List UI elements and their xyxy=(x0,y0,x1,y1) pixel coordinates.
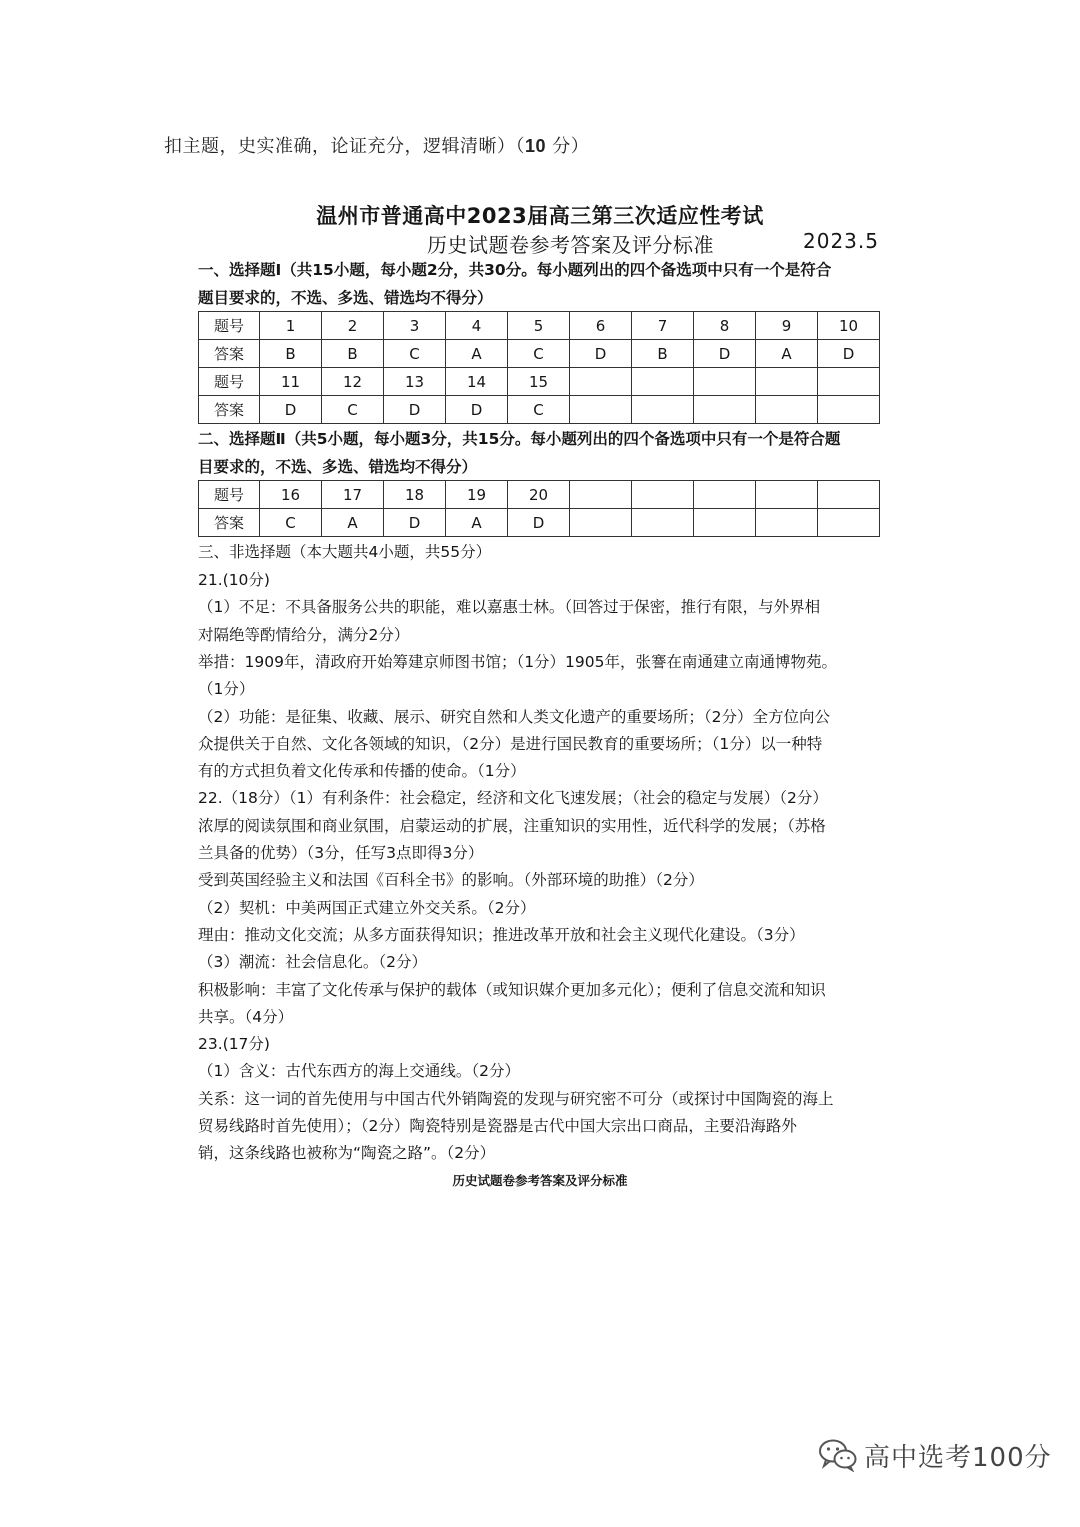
table-cell: D xyxy=(570,340,632,368)
table-cell xyxy=(570,368,632,396)
answer-line: 浓厚的阅读氛围和商业氛围，启蒙运动的扩展，注重知识的实用性，近代科学的发展；（苏格 xyxy=(198,816,826,835)
table-cell: B xyxy=(632,340,694,368)
table-cell xyxy=(694,368,756,396)
answer-line: 举措：1909年，清政府开始筹建京师图书馆；（1分）1905年，张謇在南通建立南通博物苑。 xyxy=(198,652,838,671)
answer-line: 贸易线路时首先使用）；（2分）陶瓷特别是瓷器是古代中国大宗出口商品，主要沿海路外 xyxy=(198,1117,797,1135)
table-cell: 1 xyxy=(260,312,322,340)
answer-line: 23.(17分) xyxy=(198,1035,270,1054)
row-header-cell: 答案 xyxy=(199,509,260,537)
carryover-points: 10 xyxy=(525,136,547,156)
table-cell xyxy=(570,481,632,509)
table-cell: D xyxy=(818,340,880,368)
answer-line: （3）潮流：社会信息化。（2分） xyxy=(198,953,427,972)
table-cell: C xyxy=(260,509,322,537)
answer-line: （1分） xyxy=(198,680,255,699)
table-cell: D xyxy=(694,340,756,368)
table-cell: 10 xyxy=(818,312,880,340)
table-cell: A xyxy=(756,340,818,368)
table-cell: 17 xyxy=(322,481,384,509)
answer-line: 众提供关于自然、文化各领域的知识，（2分）是进行国民教育的重要场所；（1分）以一种特 xyxy=(198,734,823,753)
table-cell: 14 xyxy=(446,368,508,396)
table-cell xyxy=(818,368,880,396)
table-cell xyxy=(694,481,756,509)
table-cell xyxy=(632,481,694,509)
table-cell xyxy=(756,509,818,537)
table-row xyxy=(199,509,880,537)
answer-table-2 xyxy=(198,480,880,537)
page-footer: 历史试题卷参考答案及评分标准 xyxy=(452,1173,628,1188)
table-cell: D xyxy=(384,509,446,537)
answer-line: 积极影响：丰富了文化传承与保护的载体（或知识媒介更加多元化）；便利了信息交流和知识 xyxy=(198,980,826,999)
section1-heading-2: 题目要求的，不选、多选、错选均不得分） xyxy=(198,289,493,307)
table-cell xyxy=(756,368,818,396)
table-cell xyxy=(632,368,694,396)
table-cell xyxy=(694,509,756,537)
carryover-line: 扣主题，史实准确，论证充分，逻辑清晰）（10 分） xyxy=(164,136,590,157)
answer-line: （1）不足：不具备服务公共的职能，难以嘉惠士林。（回答过于保密，推行有限，与外界相 xyxy=(198,598,821,617)
row-header-cell: 答案 xyxy=(199,340,260,368)
table-cell: C xyxy=(384,340,446,368)
table-cell: D xyxy=(508,509,570,537)
table-cell: B xyxy=(322,340,384,368)
answer-line: 关系：这一词的首先使用与中国古代外销陶瓷的发现与研究密不可分（或探讨中国陶瓷的海上 xyxy=(198,1089,834,1108)
row-header-cell: 题号 xyxy=(199,312,260,340)
exam-subtitle: 历史试题卷参考答案及评分标准 xyxy=(427,233,714,257)
answer-line: 22.（18分）（1）有利条件：社会稳定，经济和文化飞速发展；（社会的稳定与发展）（2分） xyxy=(198,789,828,808)
table-cell xyxy=(570,396,632,424)
answer-table-1 xyxy=(198,311,880,424)
answer-line: （2）契机：中美两国正式建立外交关系。（2分） xyxy=(198,898,536,917)
table-cell: D xyxy=(446,396,508,424)
table-cell: 20 xyxy=(508,481,570,509)
table-cell: A xyxy=(446,509,508,537)
table-cell: 8 xyxy=(694,312,756,340)
table-cell: 3 xyxy=(384,312,446,340)
table-cell: C xyxy=(322,396,384,424)
table-row xyxy=(199,396,880,424)
row-header-cell: 题号 xyxy=(199,368,260,396)
table-cell: 13 xyxy=(384,368,446,396)
table-cell: 7 xyxy=(632,312,694,340)
answer-line: 共享。（4分） xyxy=(198,1007,294,1026)
table-cell: 2 xyxy=(322,312,384,340)
table-row xyxy=(199,368,880,396)
table-cell: 12 xyxy=(322,368,384,396)
table-cell xyxy=(818,509,880,537)
table-cell: 9 xyxy=(756,312,818,340)
wechat-icon xyxy=(818,1438,858,1472)
answer-line: （2）功能：是征集、收藏、展示、研究自然和人类文化遗产的重要场所；（2分）全方位向公 xyxy=(198,707,830,726)
table-row xyxy=(199,312,880,340)
table-cell: 4 xyxy=(446,312,508,340)
watermark xyxy=(818,1435,1052,1475)
table-row xyxy=(199,481,880,509)
answer-line: 兰具备的优势）（3分，任写3点即得3分） xyxy=(198,844,484,862)
table-cell xyxy=(632,396,694,424)
answer-line: 销，这条线路也被称为“陶瓷之路”。（2分） xyxy=(198,1144,496,1163)
table-cell xyxy=(570,509,632,537)
section1-heading-1: 一、选择题Ⅰ（共15小题，每小题2分，共30分。每小题列出的四个备选项中只有一个是符合 xyxy=(198,261,832,279)
section2-heading-1: 二、选择题Ⅱ（共5小题，每小题3分，共15分。每小题列出的四个备选项中只有一个是符合题 xyxy=(198,430,841,448)
answer-line: （1）含义：古代东西方的海上交通线。（2分） xyxy=(198,1062,520,1081)
table-cell: 15 xyxy=(508,368,570,396)
table-cell xyxy=(818,481,880,509)
row-header-cell: 答案 xyxy=(199,396,260,424)
section2-heading-2: 目要求的，不选、多选、错选均不得分） xyxy=(198,458,478,476)
table-cell xyxy=(818,396,880,424)
exam-title: 温州市普通高中2023届高三第三次适应性考试 xyxy=(316,204,764,228)
table-cell: D xyxy=(384,396,446,424)
exam-date: 2023.5 xyxy=(803,229,879,253)
table-cell xyxy=(694,396,756,424)
answer-line: 受到英国经验主义和法国《百科全书》的影响。（外部环境的助推）（2分） xyxy=(198,871,704,890)
answer-line: 有的方式担负着文化传承和传播的使命。（1分） xyxy=(198,762,526,781)
table-cell: 16 xyxy=(260,481,322,509)
answer-line: 21.(10分) xyxy=(198,571,270,589)
row-header-cell: 题号 xyxy=(199,481,260,509)
table-cell: D xyxy=(260,396,322,424)
watermark-text: 高中选考100分 xyxy=(864,1442,1052,1473)
table-cell xyxy=(632,509,694,537)
table-cell: 19 xyxy=(446,481,508,509)
table-cell: 18 xyxy=(384,481,446,509)
table-row xyxy=(199,340,880,368)
table-cell: 5 xyxy=(508,312,570,340)
table-cell: A xyxy=(446,340,508,368)
table-cell: 6 xyxy=(570,312,632,340)
table-cell: 11 xyxy=(260,368,322,396)
table-cell xyxy=(756,396,818,424)
table-cell: B xyxy=(260,340,322,368)
table-cell xyxy=(756,481,818,509)
answer-line: 对隔绝等酌情给分，满分2分） xyxy=(198,625,410,644)
answer-line: 理由：推动文化交流；从多方面获得知识；推进改革开放和社会主义现代化建设。（3分） xyxy=(198,925,805,944)
table-cell: C xyxy=(508,396,570,424)
table-cell: C xyxy=(508,340,570,368)
table-cell: A xyxy=(322,509,384,537)
section3-heading: 三、非选择题（本大题共4小题，共55分） xyxy=(198,543,492,561)
